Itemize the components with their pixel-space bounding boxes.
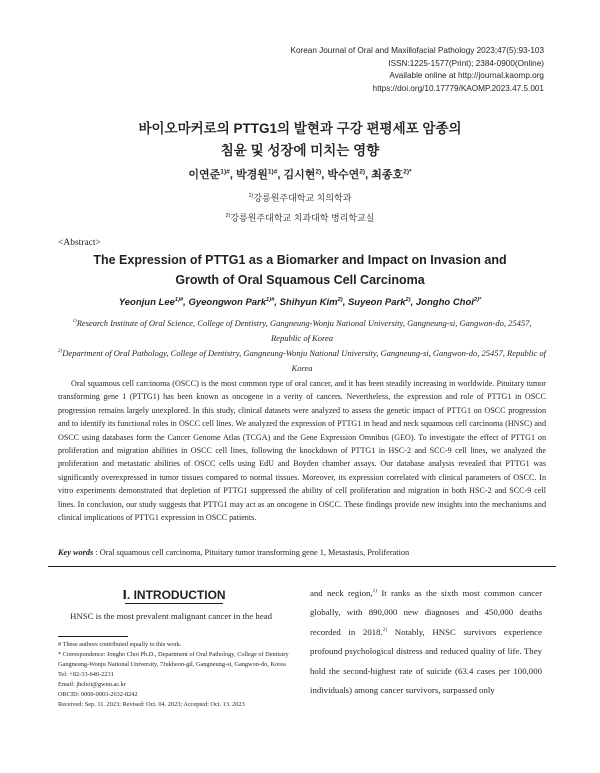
article-doi[interactable]: https://doi.org/10.17779/KAOMP.2023.47.5.001 [372,83,544,93]
heading-underline [125,603,223,604]
journal-header [290,45,544,95]
english-author: Shihyun Kim$^{2)}$, [279,296,348,308]
keywords [58,548,409,557]
footnote-equal-contribution: # These authors contributed equally to this work. [58,641,182,648]
english-title [0,250,600,290]
footnote-telephone: Tel: +82-33-640-2231 [58,671,114,678]
korean-author: 박수연$^{2)}$, [327,168,372,181]
korean-author: 이연준$^{1)\#}$, [188,168,236,181]
korean-author-list [0,166,600,182]
english-title-line-2: Growth of Oral Squamous Cell Carcinoma [175,273,425,287]
footnote-correspondence: * Correspondence: Jongho Choi Ph.D., Department of Oral Pathology, College of Dentistry Gangneung-Wonju National University, 7Jukheon-gil, Gangneung-si, Gangwon-do, Korea [58,651,289,668]
english-affiliation: $^{2)}$Department of Oral Pathology, College of Dentistry, Gangneung-Wonju National University, Gangneung-si, Gangwon-do, 25457, Republic of Korea [58,348,546,373]
korean-title [0,118,600,162]
english-author-list [0,297,600,308]
abstract-label: <Abstract> [58,238,101,248]
korean-author: 박경원$^{1)\#}$, [235,168,284,181]
keywords-label: Key words [58,548,94,557]
english-author: Suyeon Park$^{2)}$, [347,296,416,308]
footnotes [58,640,294,710]
english-author: Jongho Choi$^{2)*}$ [415,296,482,308]
journal-issn: ISSN:1225-1577(Print); 2384-0900(Online) [388,58,544,68]
english-author: Gyeongwon Park$^{1)\#}$, [188,296,280,308]
korean-affiliations [0,188,600,228]
introduction-paragraph-start: HNSC is the most prevalent malignant cancer in the head [70,611,273,621]
footnote-email: Email: jhchoi@gwnu.ac.kr [58,681,126,688]
keywords-text: : Oral squamous cell carcinoma, Pituitary tumor transforming gene 1, Metastasis, Proliferation [95,548,410,557]
korean-affiliation: $^{1)}$강릉원주대학교 치의학과 [248,193,352,203]
english-title-line-1: The Expression of PTTG1 as a Biomarker and Impact on Invasion and [93,253,507,267]
korean-title-line-2: 침윤 및 성장에 미치는 영향 [220,143,380,158]
english-affiliation: $^{1)}$Research Institute of Oral Science, College of Dentistry, Gangneung-Wonju National University, Gangneung-si, Gangwon-do, 25457, Republic of Korea [72,318,532,343]
korean-author: 김시현$^{2)}$, [283,168,328,181]
introduction-paragraph-continued: and neck region,$^{1)}$ It ranks as the sixth most common cancer globally, with 890,000 new diagnoses and 450,000 deaths recorded in 2018.$^{2)}$ Notably, HNSC survivors experience profound psychological distress and reduced quality of life. They hold the second-highest rate of suicide (63.4 cases per 100,000 individuals) among cancer survivors, surpassed only [310,588,542,696]
footnote-orcid: ORCID: 0000-0003-2632-8242 [58,691,138,698]
journal-citation: Korean Journal of Oral and Maxillofacial Pathology 2023;47(5):93-103 [290,46,544,55]
english-author: Yeonjun Lee$^{1)\#}$, [118,296,189,308]
section-divider [48,566,556,567]
footnote-divider [58,636,128,637]
abstract-body: Oral squamous cell carcinoma (OSCC) is the most common type of oral cancer, and it has been steadily increasing in worldwide. Pituitary tumor transforming gene 1 (PTTG1) has been known as oncogene in a verity of cancers. Nevertheless, the expression and role of PTTG1 in OSCC progression remains largely unexplored. In this study, clinical datasets were analyzed to assess the genetic impact of PTTG1 on OSCC progression and to identify its functional roles in OSCC cell lines. We analyzed the expression of PTTG1 in head and neck squamous cell carcinoma (HNSC) and OSCC using databases form the Cancer Genome Atlas (TCGA) and the Gene Expression Omnibus (GEO). To investigate the effect of PTTG1 on proliferation and migration abilities in OSCC cell lines, following the knockdown of PTTG1 in HSC-2 and SCC-9 cell lines, we analyzed the proliferation and metastatic abilities of OSCC cells using EdU and Boyden chamber assays. Our database analysis revealed that PTTG1 was significantly overexpressed in tumor tissues compared to normal tissues. Moreover, its expression correlated with clinical parameters of OSCC. In vitro experiments demonstrated that depletion of PTTG1 suppressed the ability of cell proliferation and migration in both HSC-2 and SCC-9 cell lines. In conclusion, our study suggests that PTTG1 may act as an oncogene in OSCC. These findings provide new insights into the mechanisms and clinical implications of PTTG1 expression in OSCC patients. [58,379,546,523]
journal-online-url[interactable]: Available online at http://journal.kaomp.org [389,71,544,80]
introduction-heading: Ⅰ. INTRODUCTION [122,588,226,602]
korean-author: 최종호$^{2)*}$ [371,168,412,181]
footnote-dates: Received: Sep. 11. 2023; Revised: Oct. 04. 2023; Accepted: Oct. 13. 2023 [58,701,245,708]
korean-affiliation: $^{2)}$강릉원주대학교 치과대학 병리학교실 [225,213,375,223]
korean-title-line-1: 바이오마커로의 PTTG1의 발현과 구강 편평세포 암종의 [138,121,462,136]
